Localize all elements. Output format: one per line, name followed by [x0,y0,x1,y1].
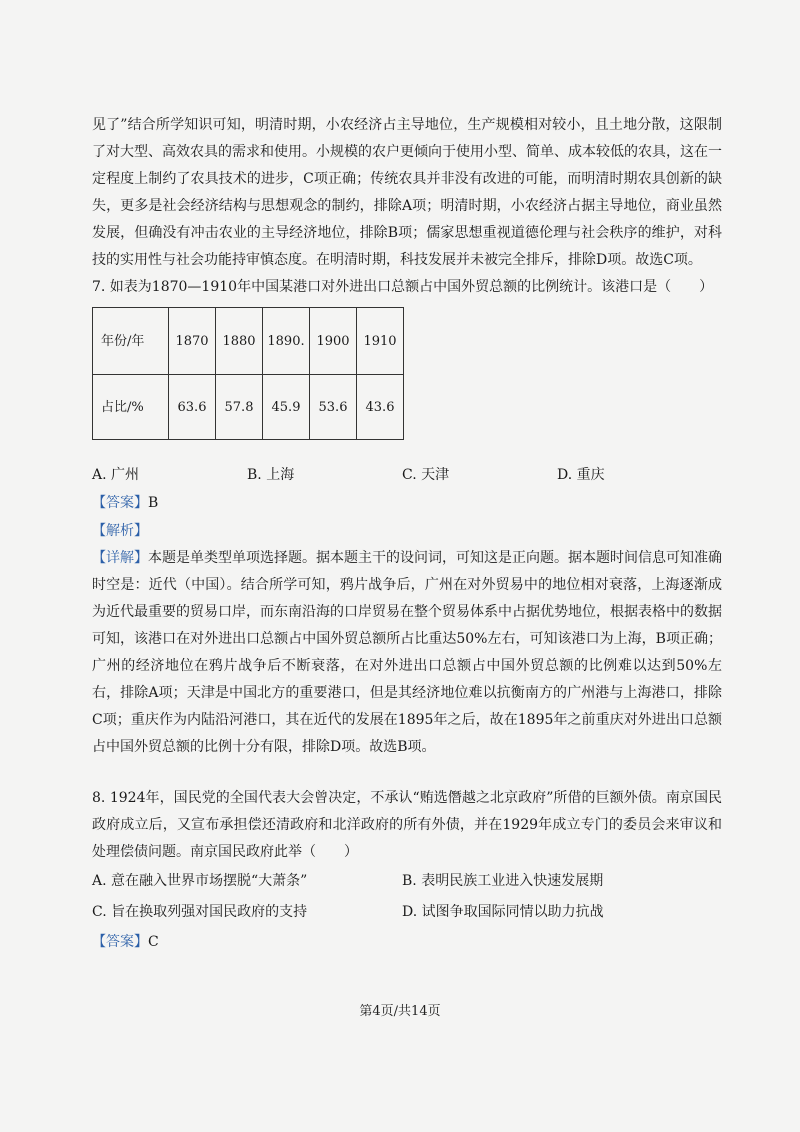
year-cell: 1910 [357,308,404,375]
option-b: B. 上海 [247,467,295,483]
option-a: A. 广州 [92,467,140,483]
option-d: D. 重庆 [557,467,605,483]
ratio-cell: 53.6 [310,375,357,440]
question-8-answer [92,928,722,956]
question-7-title: 7. 如表为1870—1910年中国某港口对外进出口总额占中国外贸总额的比例统计。该港口是（ ） [92,279,714,295]
detail-tag: 【详解】 [92,550,148,566]
ratio-cell: 43.6 [357,375,404,440]
port-ratio-table [92,307,404,440]
question-7-analysis-heading [92,517,722,545]
question-7-options [92,462,722,489]
ratio-header-cell: 占比/% [93,375,169,440]
question-8-title: 8. 1924年，国民党的全国代表大会曾决定，不承认“贿选僭越之北京政府”所借的巨额外债。南京国民政府成立后，又宣布承担偿还清政府和北洋政府的所有外债，并在1929年成立专门的委员会来审议和处理偿债问题。南京国民政府此举（ ） [92,790,722,860]
page-footer: 第4页/共14页 [359,1004,441,1019]
answer-tag: 【答案】 [92,934,148,950]
page-content [92,112,722,956]
ratio-cell: 45.9 [263,375,310,440]
analysis-tag: 【解析】 [92,523,148,539]
year-header-cell: 年份/年 [93,308,169,375]
option-d: D. 试图争取国际同情以助力抗战 [402,904,604,920]
option-c: C. 旨在换取列强对国民政府的支持 [92,904,308,920]
question-7-answer [92,489,722,517]
answer-value: C [148,934,159,950]
question-7-detail [92,545,722,761]
option-a: A. 意在融入世界市场摆脱“大萧条” [92,873,308,889]
year-cell: 1880 [216,308,263,375]
table-row-ratios [93,375,404,440]
question-8-options [92,866,722,928]
intro-paragraph: 见了”结合所学知识可知，明清时期，小农经济占主导地位，生产规模相对较小，且土地分散，这限制了对大型、高效农具的需求和使用。小规模的农户更倾向于使用小型、简单、成本较低的农具，这在一定程度上制约了农具技术的进步，C项正确；传统农具并非没有改进的可能，而明清时期农具创新的缺失，更多是社会经济结构与思想观念的制约，排除A项；明清时期，小农经济占据主导地位，商业虽然发展，但确没有冲击农业的主导经济地位，排除B项；儒家思想重视道德伦理与社会秩序的维护，对科技的实用性与社会功能持审慎态度。在明清时期，科技发展并未被完全排斥，排除D项。故选C项。 [92,117,722,268]
year-cell: 1890. [263,308,310,375]
ratio-cell: 63.6 [169,375,216,440]
detail-text: 本题是单类型单项选择题。据本题主干的设问词，可知这是正向题。据本题时间信息可知准确时空是：近代（中国）。结合所学可知，鸦片战争后，广州在对外贸易中的地位相对衰落，上海逐渐成为近代最重要的贸易口岸，而东南沿海的口岸贸易在整个贸易体系中占据优势地位，根据表格中的数据可知，该港口在对外进出口总额占中国外贸总额所占比重达50%左右，可知该港口为上海，B项正确；广州的经济地位在鸦片战争后不断衰落，在对外进出口总额占中国外贸总额的比例难以达到50%左右，排除A项；天津是中国北方的重要港口，但是其经济地位难以抗衡南方的广州港与上海港口，排除C项；重庆作为内陆沿河港口，其在近代的发展在1895年之后，故在1895年之前重庆对外进出口总额占中国外贸总额的比例十分有限，排除D项。故选B项。 [92,550,722,755]
table-row-years [93,308,404,375]
answer-value: B [148,495,159,511]
year-cell: 1900 [310,308,357,375]
option-c: C. 天津 [402,467,450,483]
answer-tag: 【答案】 [92,495,148,511]
option-b: B. 表明民族工业进入快速发展期 [402,873,604,889]
year-cell: 1870 [169,308,216,375]
ratio-cell: 57.8 [216,375,263,440]
